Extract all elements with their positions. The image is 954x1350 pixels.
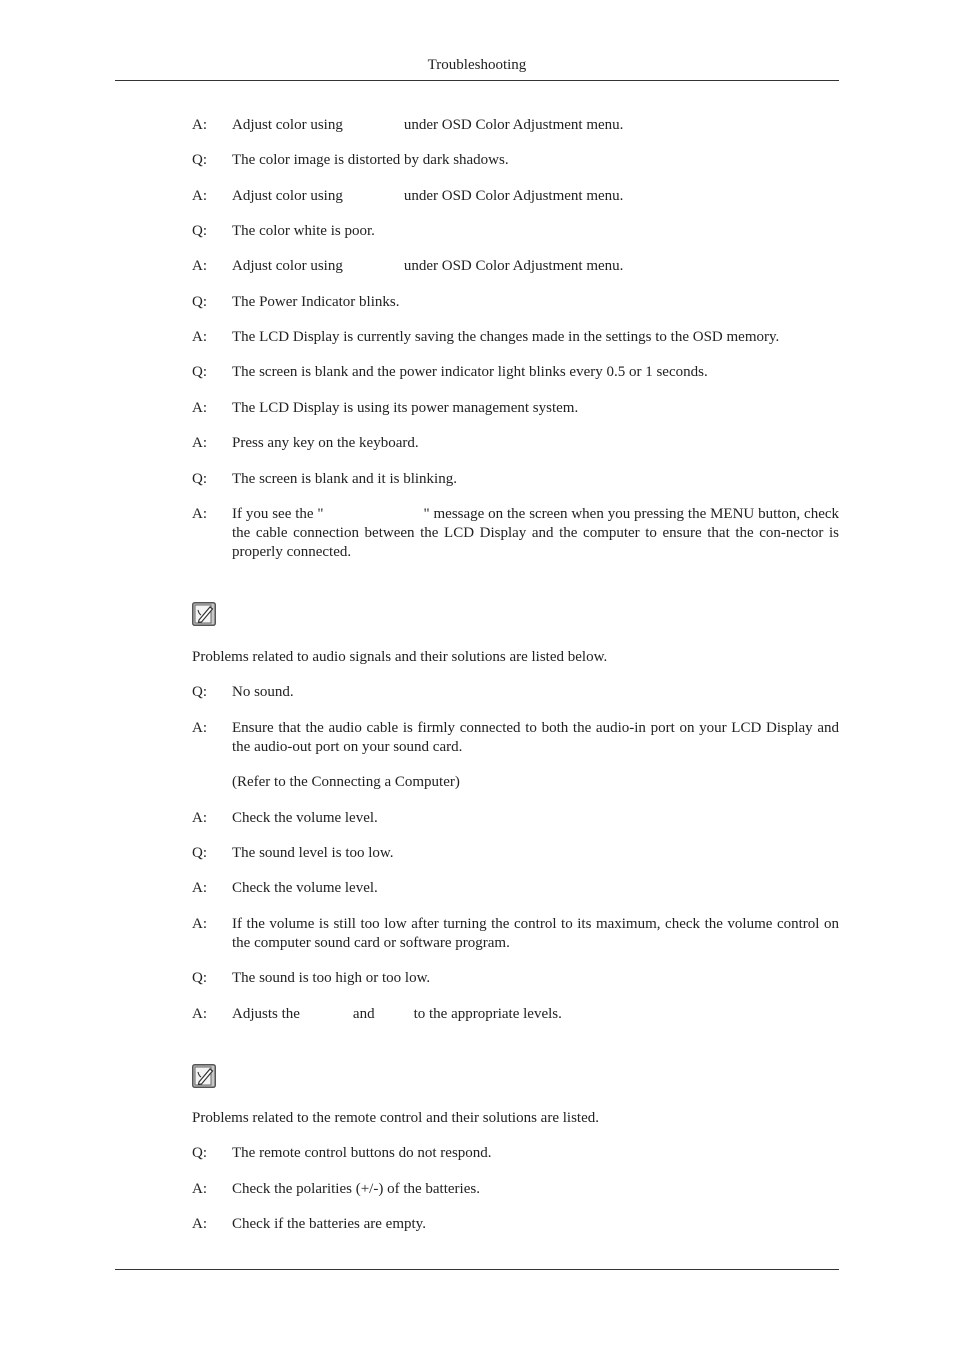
answer-text-after: under OSD Color Adjustment menu. xyxy=(403,188,624,204)
remote-intro: Problems related to the remote control and their solutions are listed. xyxy=(192,1110,599,1126)
question-prefix: Q: xyxy=(192,1145,207,1161)
answer-row xyxy=(192,1005,839,1024)
answer-prefix: A: xyxy=(192,810,207,826)
answer-prefix: A: xyxy=(192,117,207,133)
answer-text-after: to the appropriate levels. xyxy=(413,1006,562,1022)
answer-prefix: A: xyxy=(192,506,207,522)
answer-text: Check the polarities (+/-) of the batteries. xyxy=(232,1181,480,1197)
question-row xyxy=(192,222,839,241)
question-text: The color image is distorted by dark shadows. xyxy=(232,152,509,168)
answer-text-after: " message on the screen when you pressing the MENU button, check the cable connection between the LCD Display and the computer to ensure that the con-nector is properly connected. xyxy=(232,506,840,560)
answer-row xyxy=(192,116,839,135)
answer-row xyxy=(192,1180,839,1199)
answer-row xyxy=(192,879,839,898)
answer-prefix: A: xyxy=(192,258,207,274)
answer-row xyxy=(192,719,839,757)
answer-prefix: A: xyxy=(192,720,207,736)
answer-row xyxy=(192,187,839,206)
answer-row xyxy=(192,257,839,276)
question-text: The screen is blank and it is blinking. xyxy=(232,471,457,487)
page-header-title: Troubleshooting xyxy=(427,57,527,73)
answer-prefix: A: xyxy=(192,1216,207,1232)
answer-text: If you see the " xyxy=(232,506,324,522)
answer-text: Adjusts the xyxy=(232,1006,300,1022)
answer-text: The LCD Display is using its power management system. xyxy=(232,400,579,416)
answer-row xyxy=(192,399,839,418)
question-prefix: Q: xyxy=(192,152,207,168)
audio-intro: Problems related to audio signals and their solutions are listed below. xyxy=(192,649,608,665)
answer-prefix: A: xyxy=(192,880,207,896)
answer-text: The LCD Display is currently saving the changes made in the settings to the OSD memory. xyxy=(232,329,780,345)
question-row xyxy=(192,844,839,863)
answer-text-mid: and xyxy=(352,1006,375,1022)
question-prefix: Q: xyxy=(192,684,207,700)
answer-prefix: A: xyxy=(192,329,207,345)
answer-text: Press any key on the keyboard. xyxy=(232,435,419,451)
answer-prefix: A: xyxy=(192,1181,207,1197)
question-text: The Power Indicator blinks. xyxy=(232,294,400,310)
question-row xyxy=(192,683,839,702)
answer-text: Adjust color using xyxy=(232,258,343,274)
answer-text-after: under OSD Color Adjustment menu. xyxy=(403,117,624,133)
question-row xyxy=(192,293,839,312)
question-row xyxy=(192,363,839,382)
answer-prefix: A: xyxy=(192,916,207,932)
question-text: The sound level is too low. xyxy=(232,845,394,861)
question-row xyxy=(192,1144,839,1163)
answer-text: Ensure that the audio cable is firmly connected to both the audio-in port on your LCD Display and the audio-out port on your sound card. xyxy=(232,720,839,755)
answer-prefix: A: xyxy=(192,400,207,416)
answer-prefix: A: xyxy=(192,435,207,451)
question-prefix: Q: xyxy=(192,845,207,861)
answer-text: Adjust color using xyxy=(232,117,343,133)
question-text: The color white is poor. xyxy=(232,223,375,239)
question-row xyxy=(192,969,839,988)
answer-text: Check if the batteries are empty. xyxy=(232,1216,426,1232)
question-text: The screen is blank and the power indicator light blinks every 0.5 or 1 seconds. xyxy=(232,364,708,380)
question-row xyxy=(192,151,839,170)
question-prefix: Q: xyxy=(192,471,207,487)
question-prefix: Q: xyxy=(192,970,207,986)
answer-row xyxy=(192,915,839,953)
answer-text: Check the volume level. xyxy=(232,880,378,896)
note-icon xyxy=(192,1064,216,1088)
answer-row xyxy=(192,1215,839,1234)
answer-row xyxy=(192,505,839,562)
question-prefix: Q: xyxy=(192,364,207,380)
answer-row xyxy=(192,328,839,347)
answer-prefix: A: xyxy=(192,188,207,204)
footer-rule xyxy=(115,1269,839,1270)
note-icon xyxy=(192,602,216,626)
question-text: The sound is too high or too low. xyxy=(232,970,431,986)
question-text: No sound. xyxy=(232,684,294,700)
answer-prefix: A: xyxy=(192,1006,207,1022)
header-rule xyxy=(115,80,839,81)
question-prefix: Q: xyxy=(192,294,207,310)
question-text: The remote control buttons do not respond. xyxy=(232,1145,492,1161)
answer-row xyxy=(192,434,839,453)
answer-text-after: under OSD Color Adjustment menu. xyxy=(403,258,624,274)
answer-text: Check the volume level. xyxy=(232,810,378,826)
question-row xyxy=(192,470,839,489)
reference-note: (Refer to the Connecting a Computer) xyxy=(232,774,460,790)
answer-text: If the volume is still too low after turning the control to its maximum, check the volume control on the computer sound card or software program. xyxy=(232,916,839,951)
question-prefix: Q: xyxy=(192,223,207,239)
answer-text: Adjust color using xyxy=(232,188,343,204)
answer-row xyxy=(192,809,839,828)
